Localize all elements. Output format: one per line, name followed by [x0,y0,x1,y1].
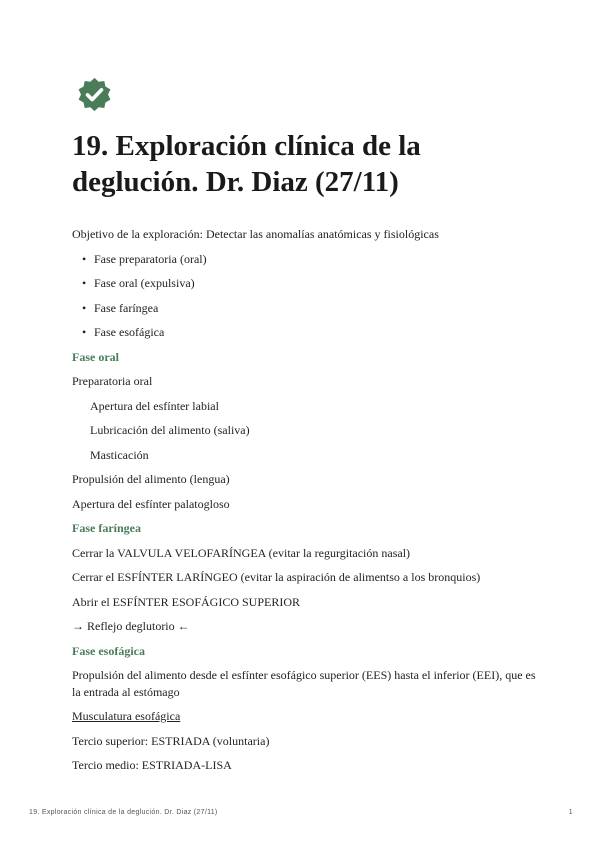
verified-check-icon [76,76,113,113]
paragraph: Apertura del esfínter palatogloso [72,496,230,511]
paragraph: Preparatoria oral [72,374,153,388]
paragraph: Propulsión del alimento desde el esfínter esofágico superior (EES) hasta el inferior (EEI), que es la entrada al estómago [72,668,536,699]
reflex-text: → Reflejo deglutorio ← [72,619,190,633]
paragraph: Cerrar la VALVULA VELOFARÍNGEA (evitar la regurgitación nasal) [72,545,411,560]
paragraph: Tercio medio: ESTRIADA-LISA [72,758,232,772]
section-heading-pharyngeal: Fase faríngea [72,521,141,535]
section-heading-esophageal: Fase esofágica [72,643,145,658]
indented-item: Lubricación del alimento (saliva) [90,423,250,437]
indented-item: Masticación [90,447,149,462]
list-item: • Fase esofágica [84,320,542,345]
list-item: • Fase oral (expulsiva) [84,271,542,296]
paragraph: Tercio superior: ESTRIADA (voluntaria) [72,733,270,748]
section-heading-oral: Fase oral [72,349,119,364]
paragraph: Propulsión del alimento (lengua) [72,472,230,486]
phases-list [72,247,542,345]
list-item: • Fase faríngea [84,296,542,321]
page-title: 19. Exploración clínica de la deglución. Dr. Diaz (27/11) [72,130,421,198]
footer-title: 19. Exploración clínica de la deglución. Dr. Diaz (27/11) [29,809,218,816]
paragraph: Abrir el ESFÍNTER ESOFÁGICO SUPERIOR [72,594,301,609]
indented-item: Apertura del esfínter labial [90,398,219,413]
paragraph: Cerrar el ESFÍNTER LARÍNGEO (evitar la aspiración de alimentso a los bronquios) [72,570,481,584]
page-footer [29,809,573,816]
list-item: • Fase preparatoria (oral) [84,247,542,272]
subheading-musculature: Musculatura esofágica [72,709,181,723]
objective-text: Objetivo de la exploración: Detectar las anomalías anatómicas y fisiológicas [72,227,439,241]
page-number: 1 [568,809,573,816]
document-body [72,222,542,778]
